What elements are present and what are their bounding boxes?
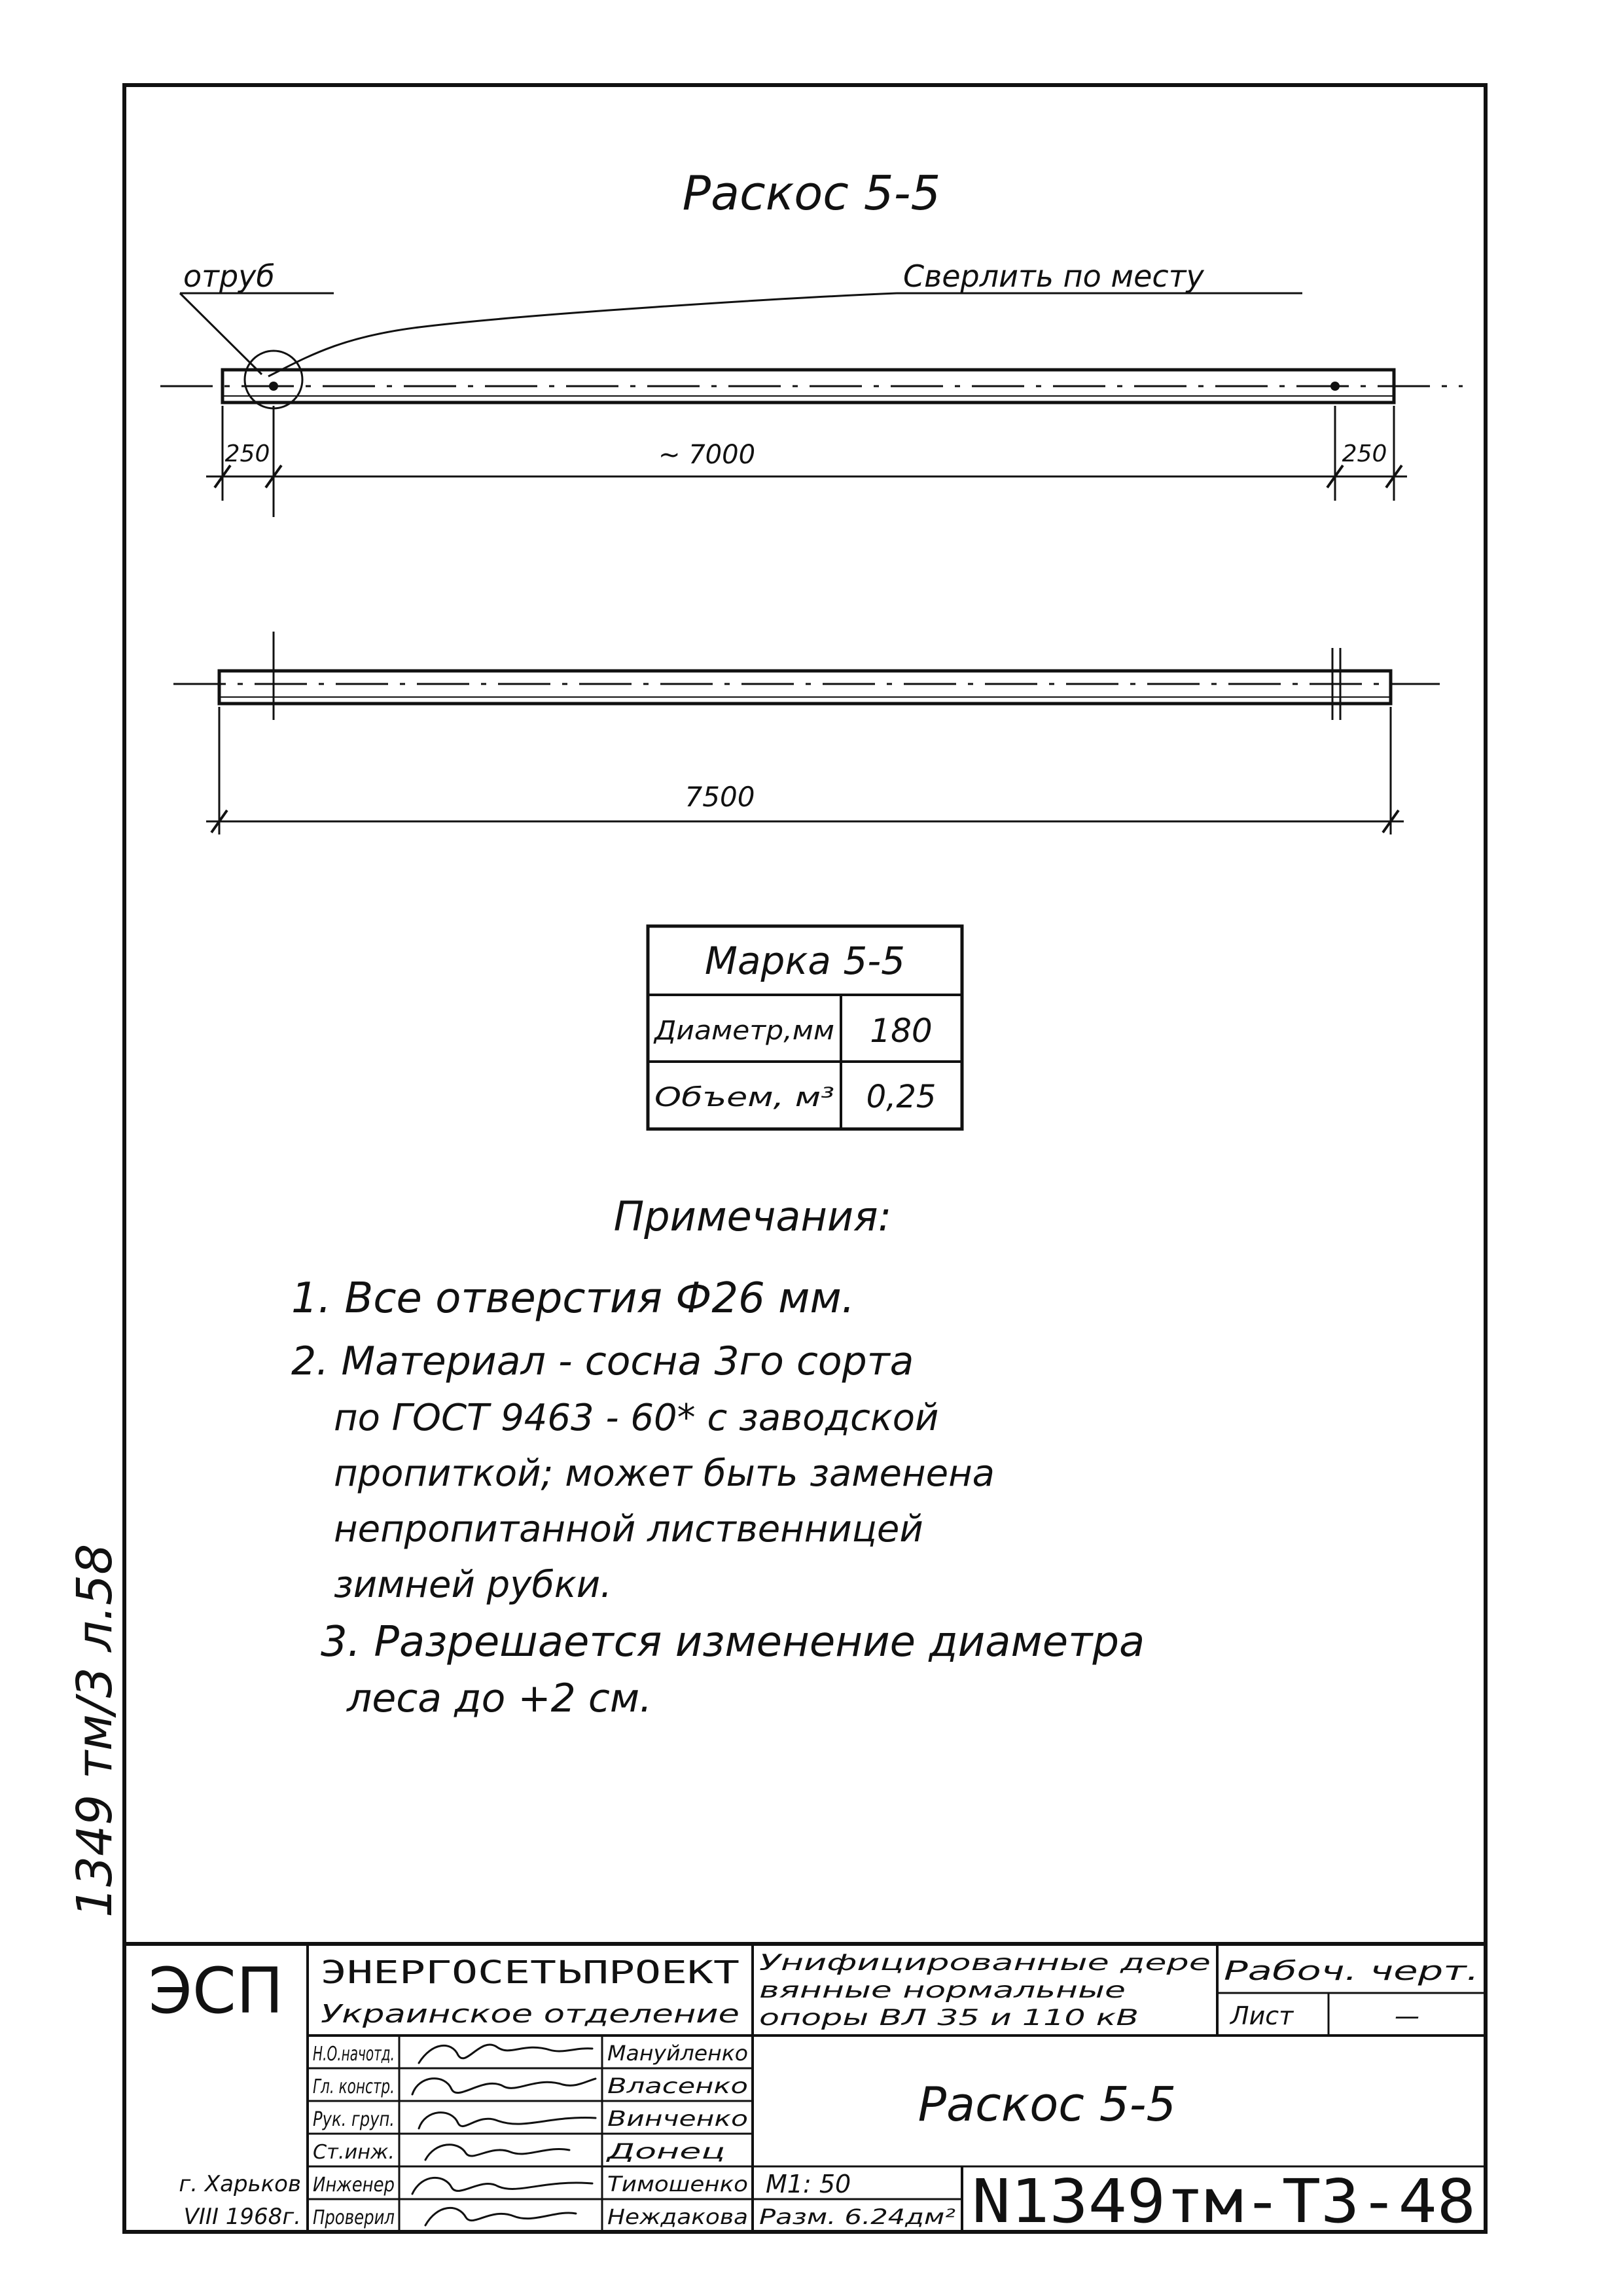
notes-heading: Примечания: [613,1193,892,1240]
note-line-7: 3. Разрешается изменение диаметра [321,1618,1145,1666]
drill-hole-left [269,382,278,391]
signature-5 [412,2178,592,2194]
tb-role-2: Гл. констр. [313,2075,395,2098]
note-line-6: зимней рубки. [334,1564,612,1606]
member-top-view [160,351,1463,517]
member-side-view [173,632,1440,834]
tb-org-dept: Украинское отделение [321,2000,740,2028]
tb-city: г. Харьков [179,2171,301,2197]
spec-row-label-volume: Объем, м³ [654,1083,834,1113]
tb-name-5: Тимошенко [607,2172,748,2197]
tb-role-5: Инженер [313,2174,395,2197]
signature-1 [419,2045,592,2063]
tb-scale: М1: 50 [766,2170,851,2198]
dim-label-top-left: 250 [224,440,270,467]
side-stamp: 1349 тм/3 л.58 [67,1543,123,1918]
spec-table-header: Марка 5-5 [704,939,906,983]
signature-6 [425,2208,576,2225]
tb-project-line-1: Унифицированные дере [759,1950,1211,1976]
dim-label-top-right: 250 [1342,440,1387,467]
tb-role-3: Рук. груп. [313,2108,395,2131]
note-line-4: пропиткой; может быть заменена [334,1452,995,1495]
tb-project-line-3: опоры ВЛ 35 и 110 кВ [759,2005,1139,2031]
note-line-1: 1. Все отверстия Ф26 мм. [291,1274,855,1323]
note-line-8: леса до +2 см. [347,1676,652,1721]
tb-name-4: Донец [605,2139,725,2164]
tb-sheet-value: — [1395,2001,1419,2030]
tb-role-6: Проверил [313,2206,395,2229]
tb-date: VIII 1968г. [183,2204,301,2230]
tb-role-4: Ст.инж. [313,2141,395,2164]
tb-name-3: Винченко [607,2106,748,2131]
signature-3 [419,2113,596,2128]
tb-doc-number: N1349тм-Т3-48 [972,2166,1476,2236]
tb-doc-kind: Рабоч. черт. [1224,1956,1479,1986]
tb-project-line-2: вянные нормальные [759,1977,1126,2003]
tb-org-name: ЭНЕРГОСЕТЬПРОЕКТ [321,1954,740,1991]
tb-sheet-label: Лист [1230,2001,1294,2030]
tb-name-2: Власенко [607,2073,748,2098]
tb-logo: ЭСП [148,1954,284,2028]
note-line-3: по ГОСТ 9463 - 60* с заводской [334,1397,939,1439]
sheet-frame [124,85,1486,2232]
drill-circle-left [245,351,302,408]
note-line-2: 2. Материал - сосна 3го сорта [291,1338,914,1384]
callout-label-right: Сверлить по месту [903,259,1204,294]
signature-2 [412,2079,596,2094]
drill-hole-right [1330,382,1340,391]
tb-name-1: Мануйленко [607,2041,748,2066]
drawing-title: Раскос 5-5 [682,166,941,221]
member-side-body [219,671,1391,704]
signature-4 [425,2145,569,2160]
tb-name-6: Неждакова [607,2204,748,2229]
spec-row-label-diameter: Диаметр,мм [652,1016,834,1046]
spec-row-value-diameter: 180 [870,1012,933,1050]
callout-leader-right [268,293,897,376]
tb-size: Разм. 6.24дм² [759,2204,956,2229]
note-line-5: непропитанной лиственницей [334,1508,923,1551]
callout-label-left: отруб [183,259,275,294]
dim-label-top-middle: ~ 7000 [658,440,756,470]
dim-label-side-total: 7500 [685,781,755,813]
tb-sheet-title: Раскос 5-5 [918,2077,1177,2132]
tb-role-1: Н.О.начотд. [313,2043,395,2066]
spec-row-value-volume: 0,25 [866,1079,936,1115]
